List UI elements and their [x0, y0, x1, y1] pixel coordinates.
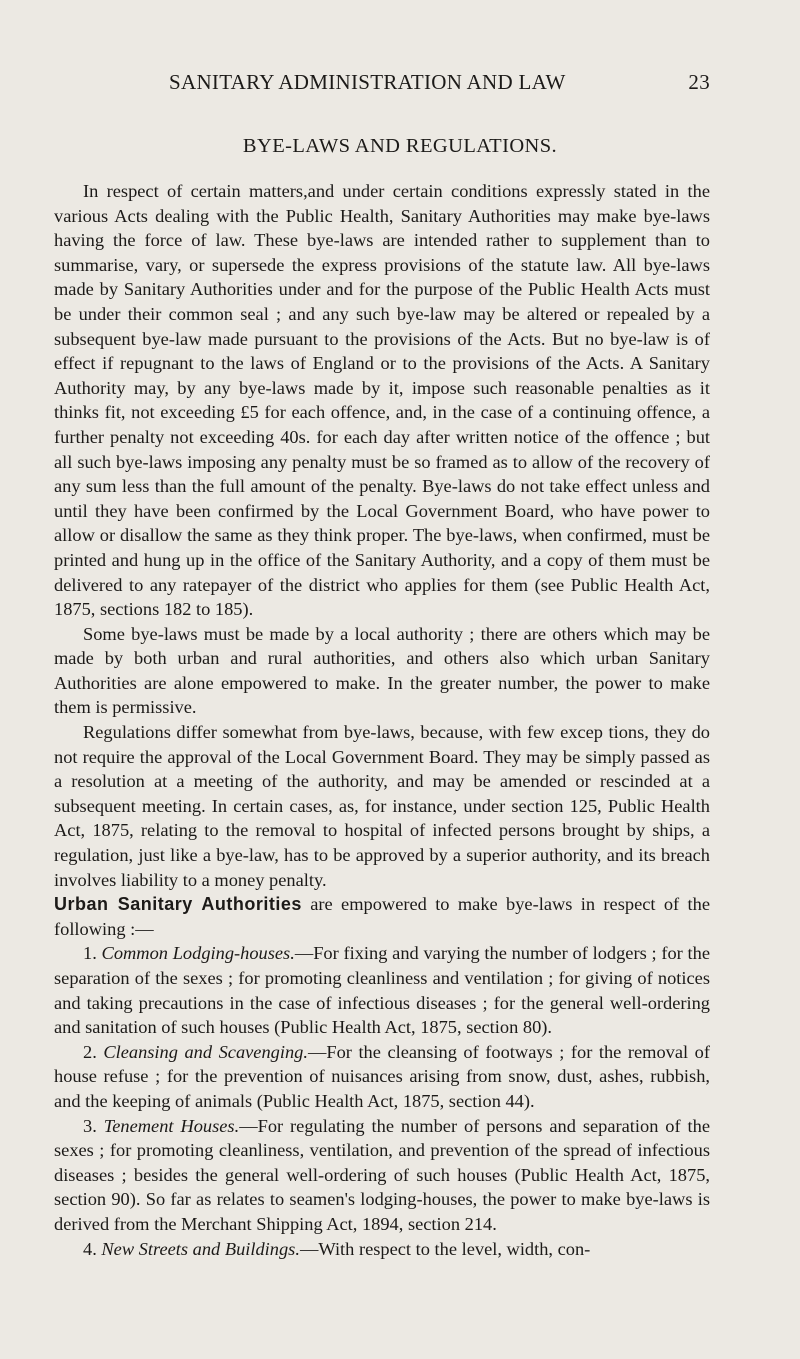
item-text: —For the cleansing of footways ; for the removal of house refuse ; for the prevention of nuisances arising from snow, dust, ashes, rubbish, and the keeping of animals (Public Health Act, 1875, section 44).	[54, 1041, 710, 1111]
list-item	[54, 1040, 710, 1114]
item-number: 1.	[83, 943, 102, 964]
item-title: Common Lodging-houses.	[101, 943, 295, 964]
list-item	[54, 941, 710, 1039]
paragraph-regulations: Regulations differ somewhat from bye-laws, because, with few excep tions, they do not require the approval of the Local Government Board. They may be simply passed as a resolution at a meeting of the authority, and may be amended or rescinded at a subsequent meeting. In certain cases, as, for instance, under section 125, Public Health Act, 1875, relating to the removal to hospital of infected persons brought by ships, a regulation, just like a bye-law, has to be approved by a superior authority, and its breach involves liability to a money penalty.	[54, 722, 710, 890]
item-title: Cleansing and Scavenging.	[103, 1041, 308, 1062]
item-title: Tenement Houses.	[103, 1115, 240, 1136]
item-text: —With respect to the level, width, con-	[299, 1238, 591, 1259]
urban-authorities-rest: are empowered to make bye-laws in respect of the following :—	[54, 894, 711, 939]
list-item	[54, 1114, 710, 1237]
paragraph-local-authority: Some bye-laws must be made by a local authority ; there are others which may be made by both urban and rural authorities, and others also which urban Sanitary Authorities are alone empowered to make. In the greater number, the power to make them is permissive.	[54, 623, 710, 718]
item-title: New Streets and Buildings.	[101, 1238, 300, 1259]
paragraph-urban-authorities	[54, 892, 710, 941]
urban-authorities-lead: Urban Sanitary Authorities	[54, 894, 302, 915]
list-item	[54, 1237, 710, 1262]
running-title: SANITARY ADMINISTRATION AND LAW	[169, 70, 566, 94]
section-heading: BYE-LAWS AND REGULATIONS.	[242, 135, 558, 157]
body-text	[54, 179, 710, 1261]
item-number: 2.	[83, 1041, 104, 1062]
page-number: 23	[688, 70, 710, 94]
item-number: 3.	[83, 1115, 104, 1136]
item-number: 4.	[83, 1238, 102, 1259]
paragraph-bye-laws-intro: In respect of certain matters,and under certain conditions expressly stated in the various Acts dealing with the Public Health, Sanitary Authorities may make bye-laws having the force of law. These bye-laws are intended rather to supplement than to summarise, vary, or supersede the express provisions of the statute law. All bye-laws made by Sanitary Authorities under and for the purpose of the Public Health Acts must be under their common seal ; and any such bye-law may be altered or repealed by a subsequent bye-law made pursuant to the provisions of the Acts. But no bye-law is of effect if repugnant to the laws of England or to the provisions of the Acts. A Sanitary Authority may, by any bye-laws made by it, impose such reasonable penalties as it thinks fit, not exceeding £5 for each offence, and, in the case of a continuing offence, a further penalty not exceeding 40s. for each day after written notice of the offence ; but all such bye-laws imposing any penalty must be so framed as to allow of the recovery of any sum less than the full amount of the penalty. Bye-laws do not take effect unless and until they have been confirmed by the Local Government Board, who have power to allow or disallow the same as they think proper. The bye-laws, when confirmed, must be printed and hung up in the office of the Sanitary Authority, and a copy of them must be delivered to any ratepayer of the district who applies for them (see Public Health Act, 1875, sections 182 to 185).	[54, 181, 710, 620]
item-text: —For fixing and varying the number of lodgers ; for the separation of the sexes ; for promoting cleanliness and ventilation ; for giving of notices and taking precautions in the case of infectious diseases ; for the general well-ordering and sanitation of such houses (Public Health Act, 1875, section 80).	[54, 943, 710, 1038]
item-text: —For regulating the number of persons and separation of the sexes ; for promoting cleanliness, ventilation, and prevention of the spread of infectious diseases ; besides the general well-ordering of such houses (Public Health Act, 1875, section 90). So far as relates to seamen's lodging-houses, the power to make bye-laws is derived from the Merchant Shipping Act, 1894, section 214.	[54, 1115, 711, 1234]
